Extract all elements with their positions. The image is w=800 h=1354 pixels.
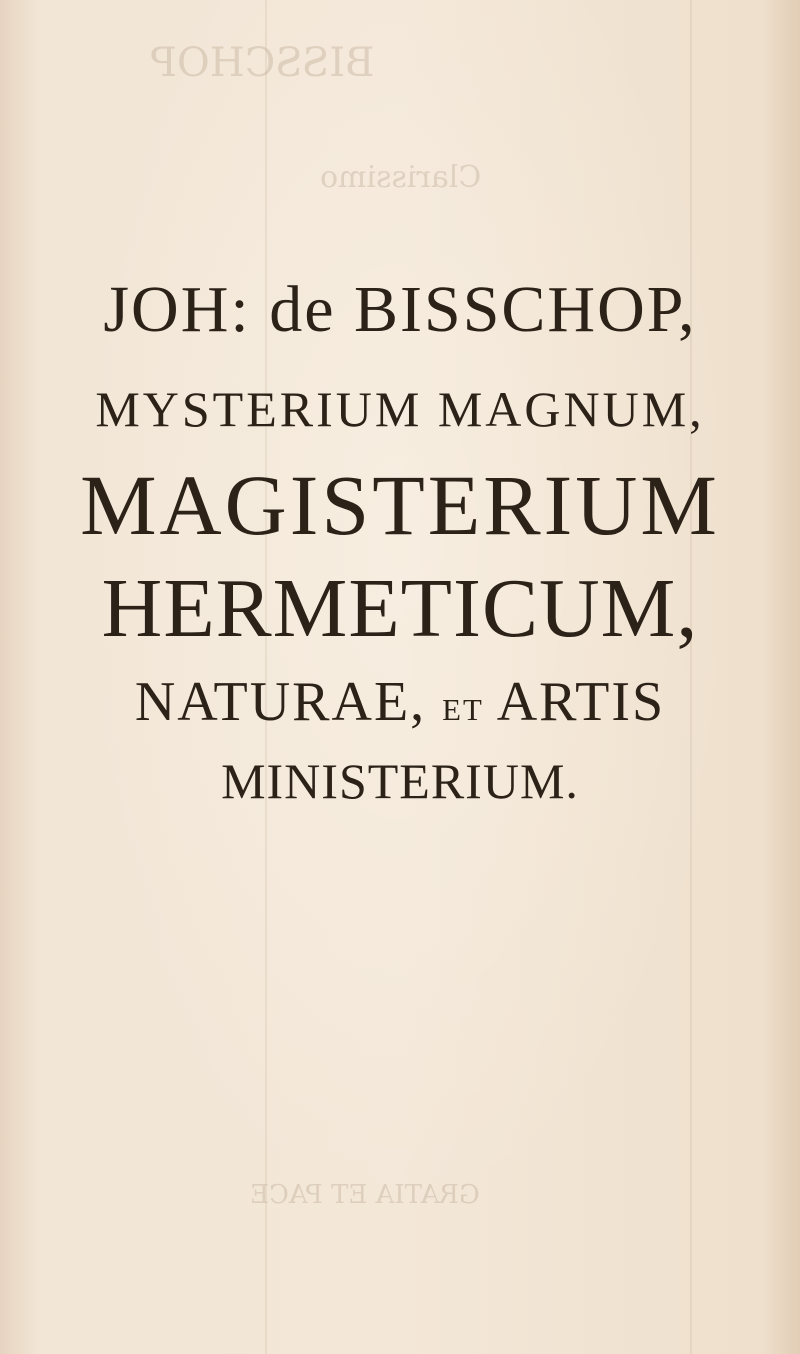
title-line-3: HERMETICUM, — [101, 562, 699, 655]
show-through-text: GRATIA ET PACE — [250, 1180, 480, 1210]
title-line-4 — [0, 670, 800, 734]
title-line-1: MYSTERIUM MAGNUM, — [95, 381, 705, 437]
et-text: ET — [442, 693, 484, 727]
artis-text: ARTIS — [496, 671, 666, 733]
naturae-text: NATURAE, — [134, 671, 427, 733]
title-line-2: MAGISTERIUM — [80, 457, 720, 553]
show-through-text: BISSCHOP — [150, 40, 375, 86]
author-line: JOH: de BISSCHOP, — [103, 273, 697, 346]
title-line-5: MINISTERIUM. — [221, 753, 579, 809]
show-through-text: Clarissimo — [320, 160, 482, 195]
